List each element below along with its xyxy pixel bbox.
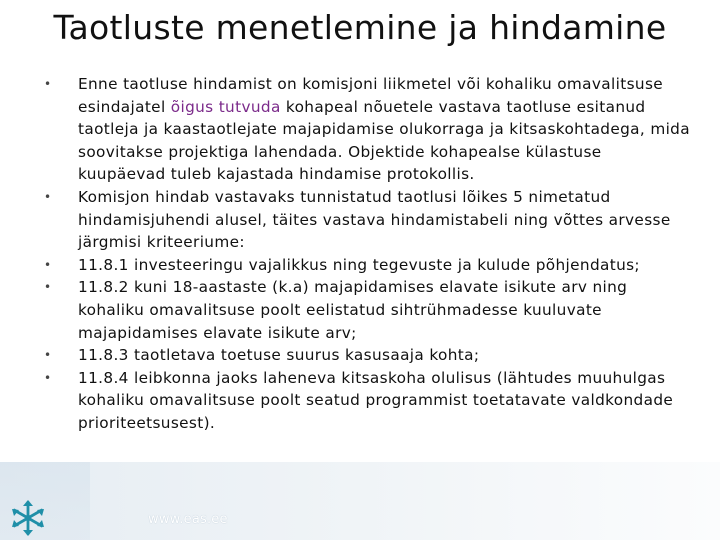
list-item <box>44 344 694 367</box>
highlighted-phrase: õigus tutvuda <box>170 97 281 116</box>
bullet-text: 11.8.1 investeeringu vajalikkus ning tegevuste ja kulude põhjendatus; <box>78 255 640 274</box>
list-item <box>44 276 694 344</box>
bullet-marker: • <box>44 370 52 385</box>
bullet-text-post: kohapeal nõuetele vastava taotluse esitanud taotleja ja kaastaotlejate majapidamise olukorraga ja kitsaskohtadega, mida soovitakse projektiga lahendada. Objektide kohapealse külastuse kuupäevad tuleb kajastada hindamise protokollis. <box>78 97 690 184</box>
eas-snowflake-logo-icon <box>8 498 48 538</box>
bullet-marker: • <box>44 77 52 91</box>
bullet-text: 11.8.3 taotletava toetuse suurus kasusaaja kohta; <box>78 346 480 365</box>
footer-url: www.eas.ee <box>148 512 228 527</box>
bullet-text-pre: Enne taotluse hindamist on komisjoni liikmetel või kohaliku omavalitsuse esindajatel <box>78 75 664 116</box>
list-item <box>44 367 694 435</box>
slide-title: Taotluste menetlemine ja hindamine <box>53 8 667 47</box>
list-item <box>44 186 694 254</box>
bullet-marker: • <box>44 189 52 204</box>
bullet-text: 11.8.4 leibkonna jaoks laheneva kitsaskoha olulisus (lähtudes muuhulgas kohaliku omavalitsuse poolt seatud programmist toetatavate valdkondade prioriteetsusest). <box>78 368 674 432</box>
bullet-text: 11.8.2 kuni 18-aastaste (k.a) majapidamises elavate isikute arv ning kohaliku omavalitsuse poolt eelistatud sihtrühmadesse kuuluvate majapidamises elavate isikute arv; <box>78 278 628 342</box>
footer-band <box>0 462 720 540</box>
list-item <box>44 254 694 277</box>
bullet-text: Komisjon hindab vastavaks tunnistatud taotlusi lõikes 5 nimetatud hindamisjuhendi alusel, täites vastava hindamistabeli ning võttes arvesse järgmisi kriteeriume: <box>78 187 671 252</box>
list-item <box>44 73 694 186</box>
bullet-list <box>44 73 694 435</box>
bullet-marker: • <box>44 348 52 363</box>
bullet-marker: • <box>44 280 52 295</box>
bullet-marker: • <box>44 257 52 272</box>
